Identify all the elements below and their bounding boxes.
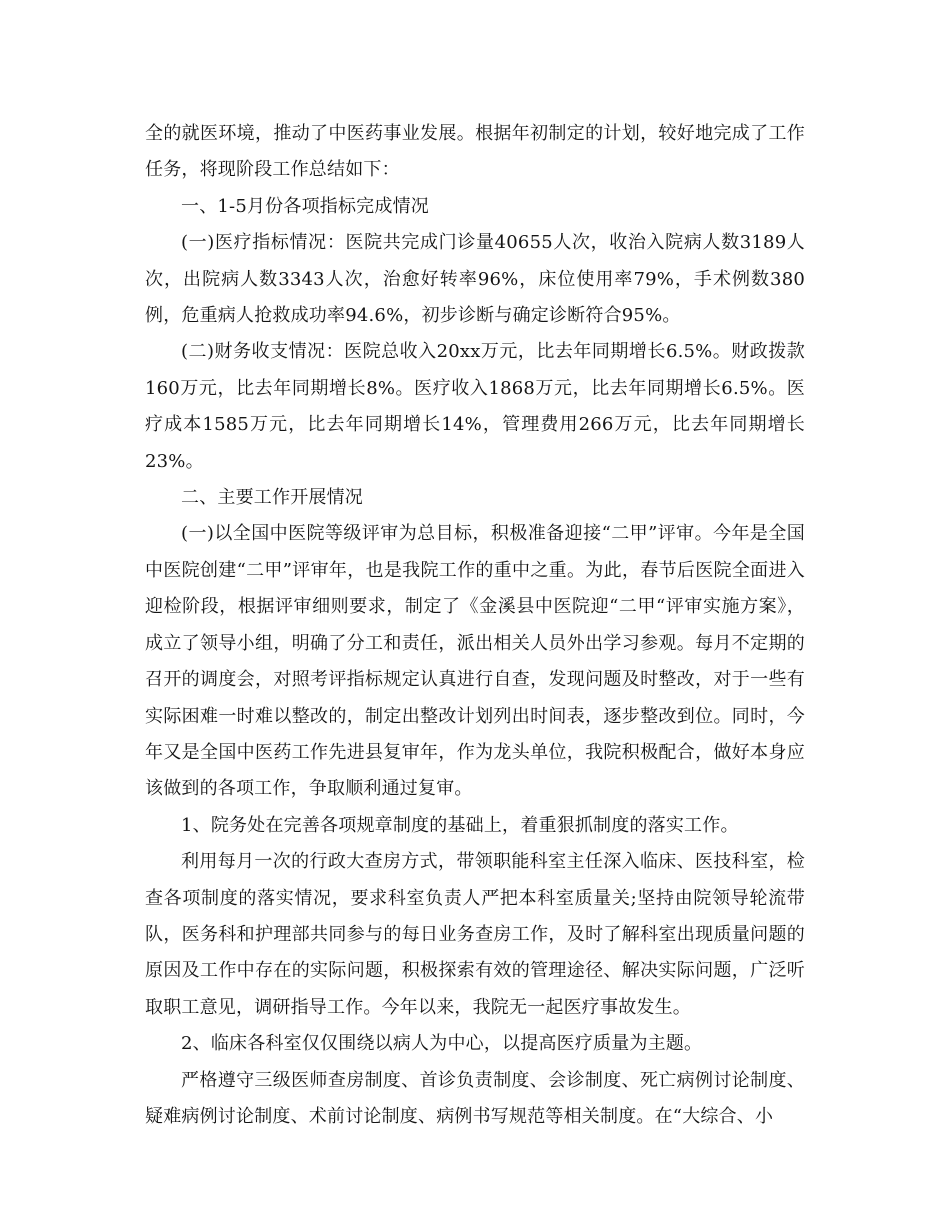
paragraph-financial: (二)财务收支情况：医院总收入20xx万元，比去年同期增长6.5%。财政拨款160万元，比去年同期增长8%。医疗收入1868万元，比去年同期增长6.5%。医疗成本1585万元，比去年同期增长14%，管理费用266万元，比去年同期增长23%。	[145, 341, 805, 472]
paragraph-item-1-body: 利用每月一次的行政大查房方式，带领职能科室主任深入临床、医技科室，检查各项制度的落实情况，要求科室负责人严把本科室质量关;坚持由院领导轮流带队，医务科和护理部共同参与的每日业务查房工作，及时了解科室出现质量问题的原因及工作中存在的实际问题，积极探索有效的管理途径、解决实际问题，广泛听取职工意见，调研指导工作。今年以来，我院无一起医疗事故发生。	[145, 851, 805, 1018]
paragraph-item-1-heading: 1、院务处在完善各项规章制度的基础上，着重狠抓制度的落实工作。	[181, 814, 739, 836]
heading-section-1: 一、1-5月份各项指标完成情况	[181, 195, 429, 217]
paragraph-item-2-heading: 2、临床各科室仅仅围绕以病人为中心，以提高医疗质量为主题。	[181, 1033, 703, 1055]
paragraph-medical-indicators: (一)医疗指标情况：医院共完成门诊量40655人次，收治入院病人数3189人次，出院病人数3343人次，治愈好转率96%，床位使用率79%，手术例数380例，危重病人抢救成功率94.6%，初步诊断与确定诊断符合95%。	[145, 232, 805, 327]
paragraph-evaluation: (一)以全国中医院等级评审为总目标，积极准备迎接“二甲”评审。今年是全国中医院创建“二甲”评审年，也是我院工作的重中之重。为此，春节后医院全面进入迎检阶段，根据评审细则要求，制定了《金溪县中医院迎“二甲“评审实施方案》，成立了领导小组，明确了分工和责任，派出相关人员外出学习参观。每月不定期的召开的调度会，对照考评指标规定认真进行自查，发现问题及时整改，对于一些有实际困难一时难以整改的，制定出整改计划列出时间表，逐步整改到位。同时，今年又是全国中医药工作先进县复审年，作为龙头单位，我院积极配合，做好本身应该做到的各项工作，争取顺利通过复审。	[145, 523, 805, 800]
document-body	[145, 116, 805, 1135]
paragraph-intro: 全的就医环境，推动了中医药事业发展。根据年初制定的计划，较好地完成了工作任务，将现阶段工作总结如下：	[145, 123, 805, 181]
paragraph-item-2-body: 严格遵守三级医师查房制度、首诊负责制度、会诊制度、死亡病例讨论制度、疑难病例讨论制度、术前讨论制度、病例书写规范等相关制度。在“大综合、小	[145, 1069, 805, 1127]
heading-section-2: 二、主要工作开展情况	[181, 487, 363, 509]
